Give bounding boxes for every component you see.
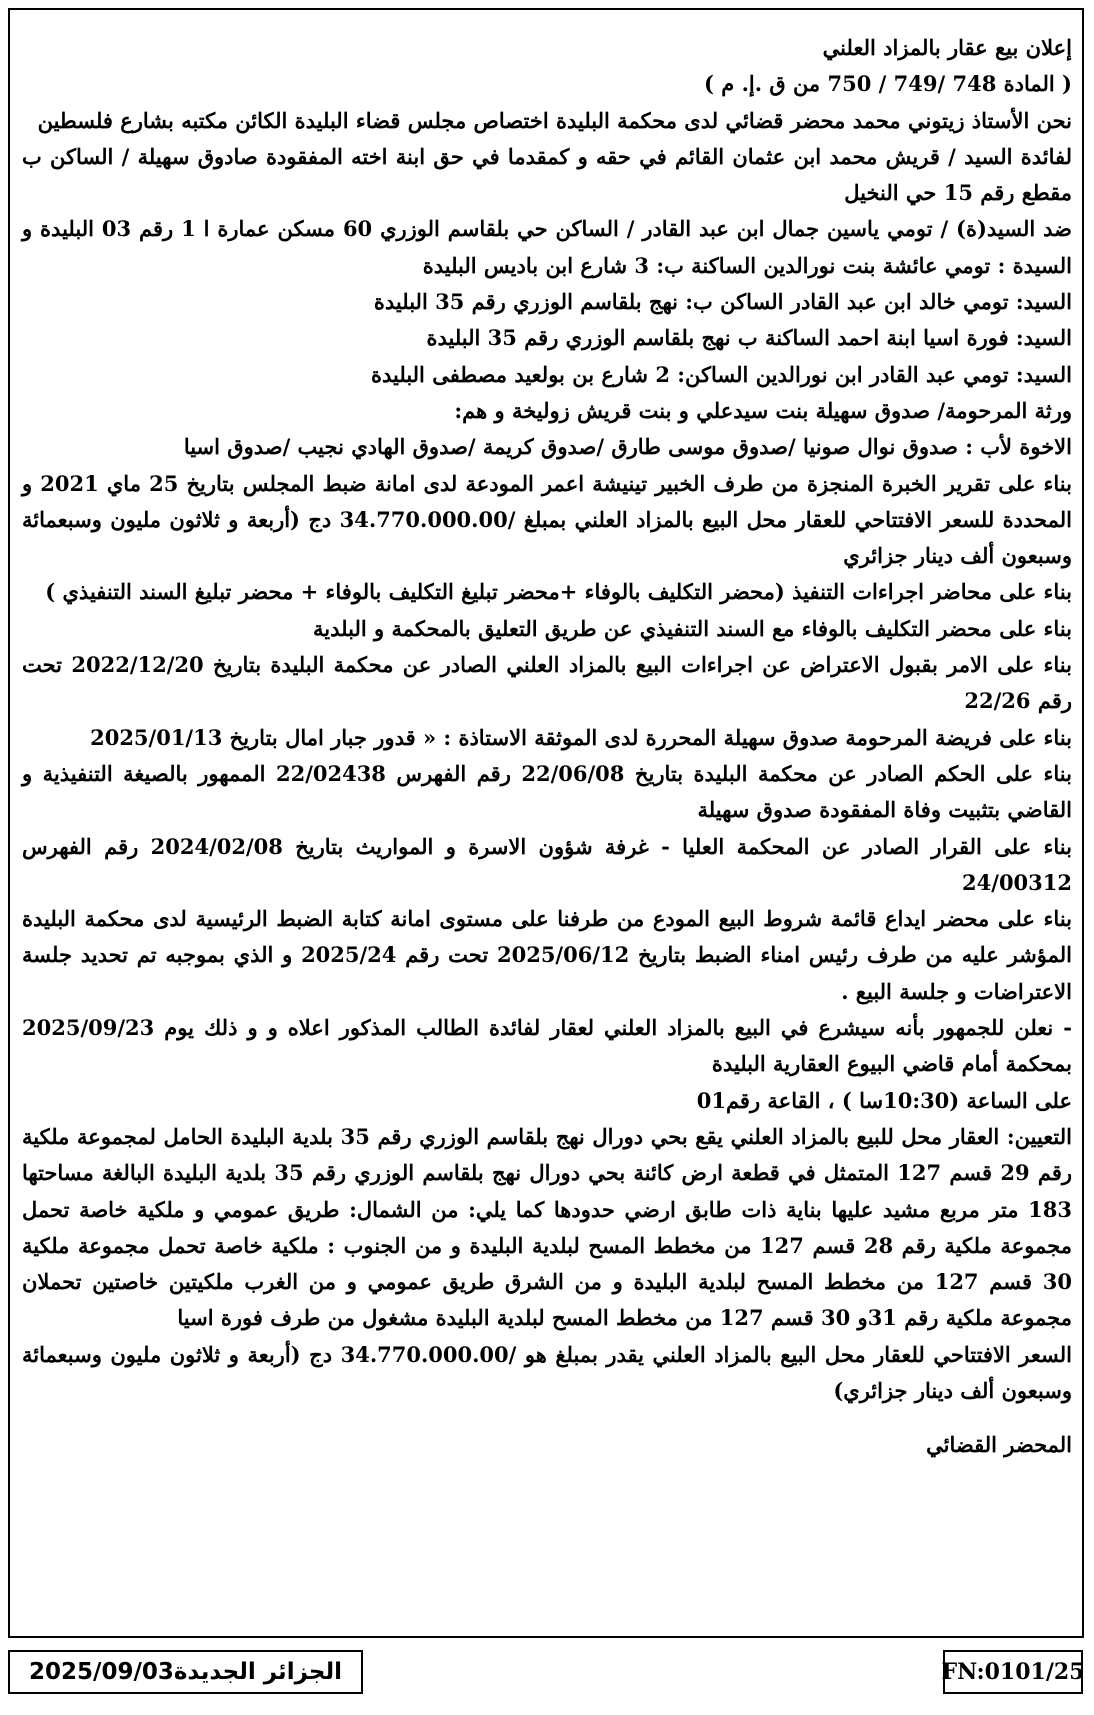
paragraph-public-announcement: - نعلن للجمهور بأنه سيشرع في البيع بالمزاد العلني لعقار لفائدة الطالب المذكور اعلاه و و ذلك يوم 2025/09/23 بمحكمة أمام قاضي البيوع العقارية البليدة xyxy=(22,1015,1072,1077)
fn-box xyxy=(943,1650,1083,1694)
paragraph-siblings: الاخوة لأب : صدوق نوال صونيا /صدوق موسى طارق /صدوق كريمة /صدوق الهادي نجيب /صدوق اسيا xyxy=(183,434,1072,460)
paragraph-against: ضد السيد(ة) / تومي ياسين جمال ابن عبد القادر / الساكن حي بلقاسم الوزري 60 مسكن عمارة ا 1 رقم 03 البليدة و السيدة : تومي عائشة بنت نورالدين الساكنة ب: 3 شارع ابن باديس البليدة xyxy=(22,216,1072,278)
paragraph-inheritance-deed: بناء على فريضة المرحومة صدوق سهيلة المحررة لدى الموثقة الاستاذة : « قدور جبار امال بتاريخ 2025/01/13 xyxy=(90,724,1072,750)
paragraph-session-time: على الساعة (10:30سا ) ، القاعة رقم01 xyxy=(696,1087,1072,1113)
notice-body xyxy=(22,30,1072,1630)
notice-article-reference: ( المادة 748 /749 / 750 من ق .إ. م ) xyxy=(704,71,1072,97)
paragraph-supreme-court: بناء على القرار الصادر عن المحكمة العليا - غرفة شؤون الاسرة و المواريث بتاريخ 2024/02/08 رقم الفهرس 24/00312 xyxy=(22,833,1072,895)
newspaper-date-box xyxy=(8,1650,363,1694)
paragraph-execution-records: بناء على محاضر اجراءات التنفيذ (محضر التكليف بالوفاء +محضر تبليغ التكليف بالوفاء + محضر تبليغ السند التنفيذي ) xyxy=(45,579,1072,605)
paragraph-judgment: بناء على الحكم الصادر عن محكمة البليدة بتاريخ 22/06/08 رقم الفهرس 22/02438 الممهور بالصيغة التنفيذية و القاضي بتثبيت وفاة المفقودة صدوق سهيلة xyxy=(22,760,1072,823)
fn-number: FN:0101/25 xyxy=(941,1659,1085,1685)
paragraph-expertise: بناء على تقرير الخبرة المنجزة من طرف الخبير تينيشة اعمر المودعة لدى امانة ضبط المجلس بتاريخ 25 ماي 2021 و المحددة للسعر الافتتاحي للعقار محل البيع بالمزاد العلني بمبلغ /34.770.000.00 دج (أربعة و ثلاثون مليون وسبعمائة وسبعون ألف دينار جزائري xyxy=(22,470,1072,569)
signature: المحضر القضائي xyxy=(926,1432,1072,1458)
paragraph-party-asia: السيد: فورة اسيا ابنة احمد الساكنة ب نهج بلقاسم الوزري رقم 35 البليدة xyxy=(426,325,1072,351)
paragraph-payment-order: بناء على محضر التكليف بالوفاء مع السند التنفيذي عن طريق التعليق بالمحكمة و البلدية xyxy=(313,615,1072,641)
paragraph-party-abdelkader: السيد: تومي عبد القادر ابن نورالدين الساكن: 2 شارع بن بولعيد مصطفى البليدة xyxy=(371,361,1072,387)
paragraph-bailiff: نحن الأستاذ زيتوني محمد محضر قضائي لدى محكمة البليدة اختصاص مجلس قضاء البليدة الكائن مكتبه بشارع فلسطين xyxy=(37,107,1072,133)
paragraph-heirs: ورثة المرحومة/ صدوق سهيلة بنت سيدعلي و بنت قريش زوليخة و هم: xyxy=(454,397,1072,423)
paragraph-party-khaled: السيد: تومي خالد ابن عبد القادر الساكن ب: نهج بلقاسم الوزري رقم 35 البليدة xyxy=(373,289,1072,315)
paragraph-conditions-deposit: بناء على محضر ايداع قائمة شروط البيع المودع من طرفنا على مستوى امانة كتابة الضبط الرئيسية لدى محكمة البليدة المؤشر عليه من طرف رئيس امناء الضبط بتاريخ 2025/06/12 تحت رقم 2025/24 و الذي بموجبه تم تحديد جلسة الاعتراضات و جلسة البيع . xyxy=(22,906,1072,1004)
notice-title: إعلان بيع عقار بالمزاد العلني xyxy=(822,35,1072,60)
newspaper-date: الجزائر الجديدة2025/09/03 xyxy=(29,1659,342,1685)
paragraph-objection-order: بناء على الامر بقبول الاعتراض عن اجراءات البيع بالمزاد العلني الصادر عن محكمة البليدة بتاريخ 2022/12/20 تحت رقم 22/26 xyxy=(22,652,1072,714)
paragraph-beneficiary: لفائدة السيد / قريش محمد ابن عثمان القائم في حقه و كمقدما في حق ابنة اخته المفقودة صادوق سهيلة / الساكن ب مقطع رقم 15 حي النخيل xyxy=(22,143,1072,206)
paragraph-property-description: التعيين: العقار محل للبيع بالمزاد العلني يقع بحي دورال نهج بلقاسم الوزري رقم 35 بلدية البليدة الحامل لمجموعة ملكية رقم 29 قسم 127 المتمثل في قطعة ارض كائنة بحي دورال نهج بلقاسم الوزري رقم 35 بلدية البليدة البالغة مساحتها 183 متر مربع مشيد عليها بناية ذات طابق ارضي حدودها كما يلي: من الشمال: طريق عمومي و ملكية خاصة تحمل مجموعة ملكية رقم 28 قسم 127 من مخطط المسح لبلدية البليدة و من الجنوب : ملكية خاصة تحمل مجموعة ملكية 30 قسم 127 من مخطط المسح لبلدية البليدة و من الشرق طريق عمومي و من الغرب ملكيتين خاصتين تحملان مجموعة ملكية رقم 31و 30 قسم 127 من مخطط المسح لبلدية البليدة مشغول من طرف فورة اسيا xyxy=(22,1123,1073,1331)
paragraph-opening-price: السعر الافتتاحي للعقار محل البيع بالمزاد العلني يقدر بمبلغ هو /34.770.000.00 دج (أربعة و ثلاثون مليون وسبعمائة وسبعون ألف دينار جزائري) xyxy=(22,1341,1072,1403)
